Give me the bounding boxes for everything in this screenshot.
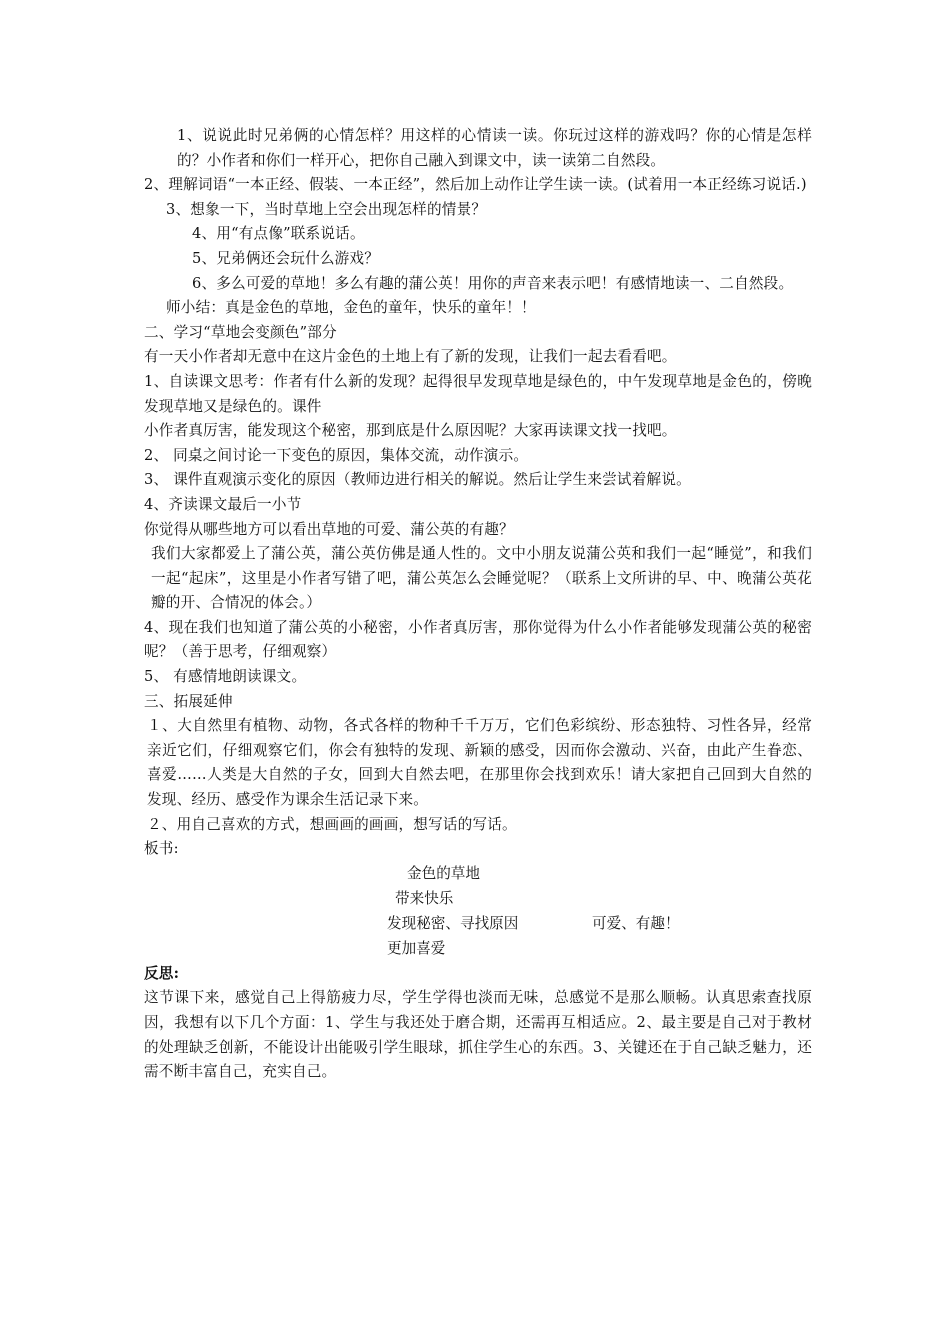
board-notes — [144, 862, 812, 962]
section-heading-3: 三、拓展延伸 — [144, 692, 233, 710]
paragraph-3: 3、想象一下，当时草地上空会出现怎样的情景？ — [166, 200, 487, 218]
paragraph-8: 有一天小作者却无意中在这片金色的土地上有了新的发现，让我们一起去看看吧。 — [144, 348, 677, 366]
paragraph-4: 4、用“有点像”联系说话。 — [192, 225, 365, 243]
paragraph-19: ２、用自己喜欢的方式，想画画的画画，想写话的写话。 — [147, 815, 517, 833]
board-item-1: 带来快乐 — [395, 889, 454, 907]
paragraph-15: 我们大家都爱上了蒲公英，蒲公英仿佛是通人性的。文中小朋友说蒲公英和我们一起“睡觉”，和我们一起“起床”，这里是小作者写错了吧，蒲公英怎么会睡觉呢？（联系上文所讲的早、中、晚蒲公英花瓣的开、合情况的体会。） — [151, 545, 812, 612]
paragraph-6: 6、多么可爱的草地！多么有趣的蒲公英！用你的声音来表示吧！有感情地读一、二自然段。 — [192, 274, 794, 292]
board-item-4: 更加喜爱 — [387, 939, 446, 957]
paragraph-11: 2、 同桌之间讨论一下变色的原因，集体交流，动作演示。 — [144, 446, 529, 464]
paragraph-12: 3、 课件直观演示变化的原因（教师边进行相关的解说。然后让学生来尝试着解说。 — [144, 471, 691, 489]
paragraph-2: 2、理解词语“一本正经、假装、一本正经”，然后加上动作让学生读一读。(试着用一本正经练习说话.) — [144, 176, 807, 194]
paragraph-5: 5、兄弟俩还会玩什么游戏？ — [192, 249, 380, 267]
board-item-3: 可爱、有趣！ — [592, 914, 680, 932]
board-item-2: 发现秘密、寻找原因 — [387, 914, 519, 932]
paragraph-13: 4、齐读课文最后一小节 — [144, 495, 302, 513]
paragraph-10: 小作者真厉害，能发现这个秘密，那到底是什么原因呢？大家再读课文找一找吧。 — [144, 422, 677, 440]
paragraph-18: １、大自然里有植物、动物，各式各样的物种千千万万，它们色彩缤纷、形态独特、习性各异，经常亲近它们，仔细观察它们，你会有独特的发现、新颖的感受，因而你会激动、兴奋，由此产生眷恋、喜爱……人类是大自然的子女，回到大自然去吧，在那里你会找到欢乐！请大家把自己回到大自然的发现、经历、感受作为课余生活记录下来。 — [147, 717, 812, 809]
document-page — [144, 124, 812, 1085]
paragraph-14: 你觉得从哪些地方可以看出草地的可爱、蒲公英的有趣？ — [144, 520, 514, 538]
paragraph-16: 4、现在我们也知道了蒲公英的小秘密，小作者真厉害，那你觉得为什么小作者能够发现蒲公英的秘密呢？（善于思考，仔细观察） — [144, 618, 812, 661]
reflection-text: 这节课下来，感觉自己上得筋疲力尽，学生学得也淡而无味，总感觉不是那么顺畅。认真思索查找原因，我想有以下几个方面：1、学生与我还处于磨合期，还需再互相适应。2、最主要是自己对于教材的处理缺乏创新，不能设计出能吸引学生眼球，抓住学生心的东西。3、关键还在于自己缺乏魅力，还需不断丰富自己，充实自己。 — [144, 989, 812, 1081]
section-heading-2: 二、学习“草地会变颜色”部分 — [144, 323, 337, 341]
teacher-summary: 师小结：真是金色的草地，金色的童年，快乐的童年！！ — [166, 299, 536, 317]
paragraph-1: 1、说说此时兄弟俩的心情怎样？用这样的心情读一读。你玩过这样的游戏吗？你的心情是怎样的？小作者和你们一样开心，把你自己融入到课文中，读一读第二自然段。 — [177, 127, 812, 169]
paragraph-9: 1、自读课文思考：作者有什么新的发现？起得很早发现草地是绿色的，中午发现草地是金色的，傍晚发现草地又是绿色的。课件 — [144, 372, 812, 415]
board-title: 金色的草地 — [407, 864, 480, 882]
reflection-title: 反思: — [144, 964, 180, 982]
board-label: 板书: — [144, 840, 179, 858]
paragraph-17: 5、 有感情地朗读课文。 — [144, 668, 307, 686]
